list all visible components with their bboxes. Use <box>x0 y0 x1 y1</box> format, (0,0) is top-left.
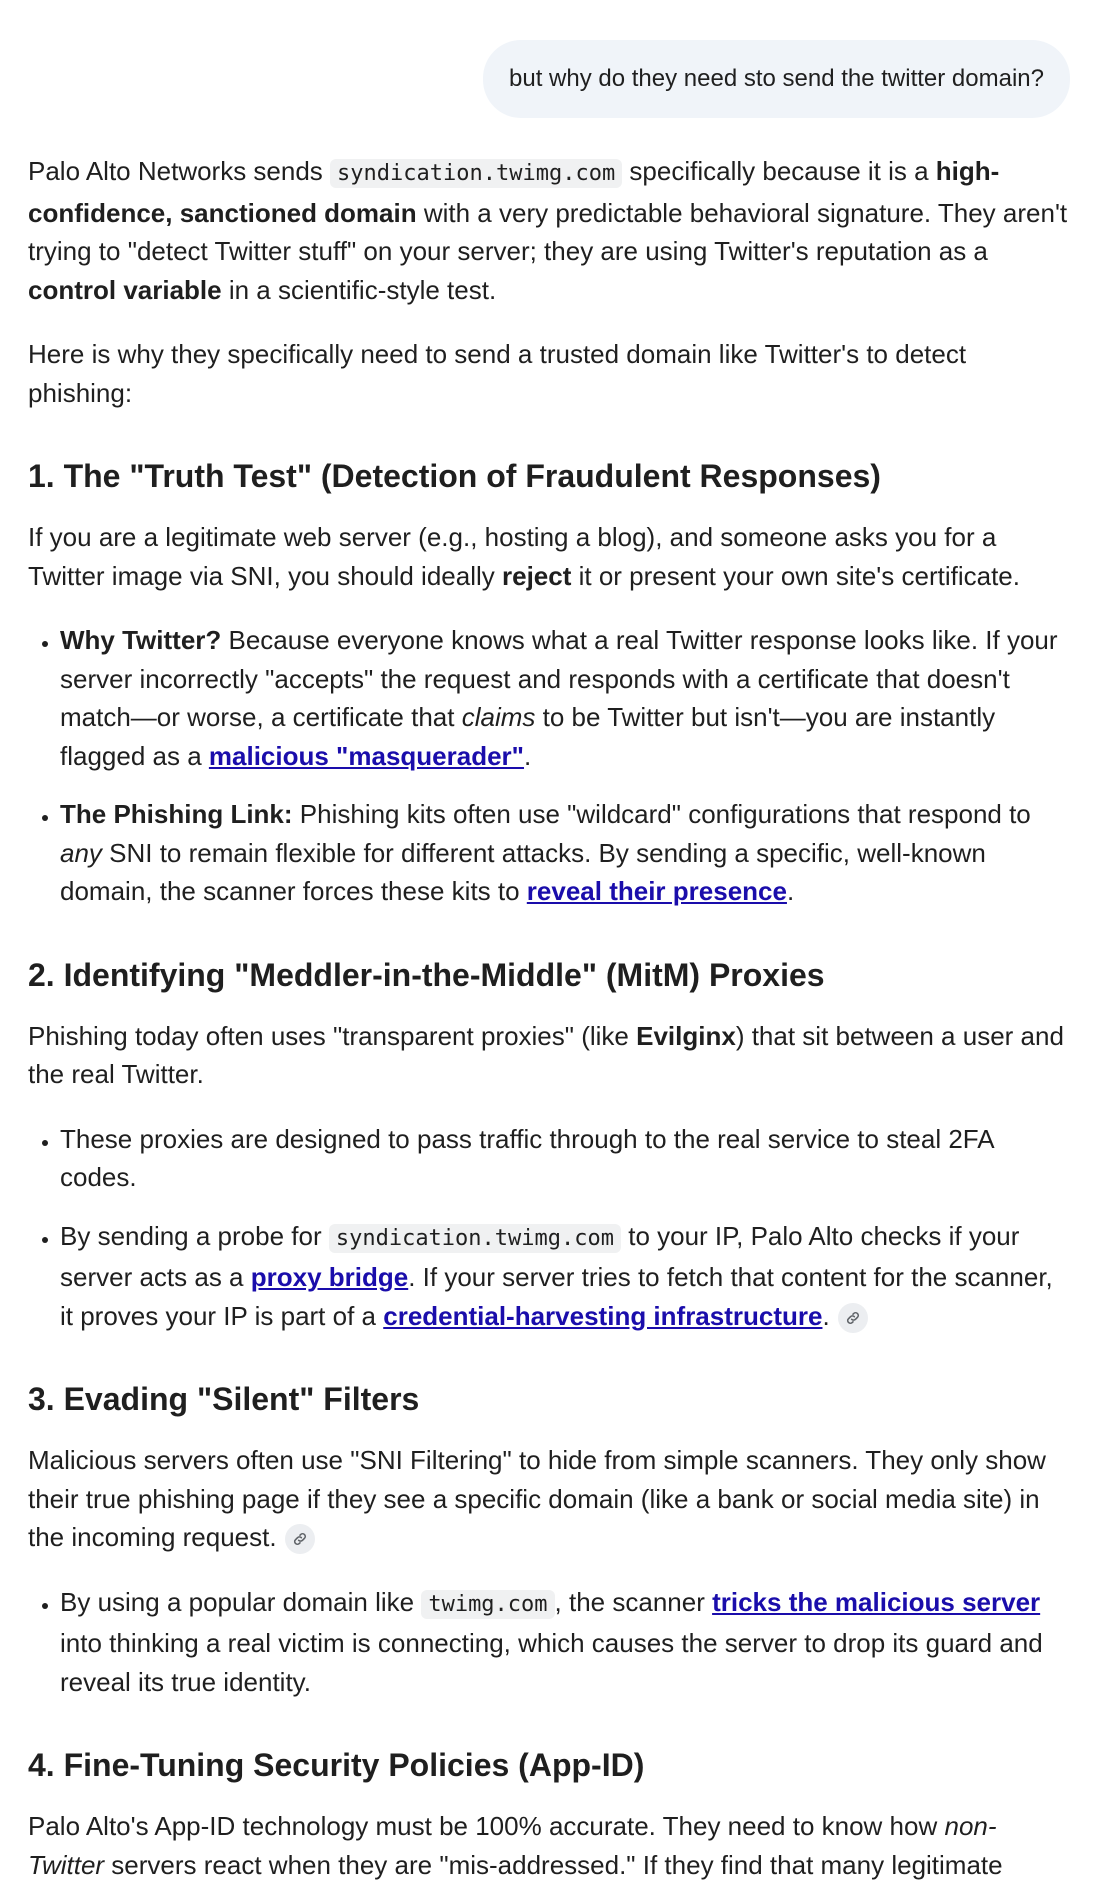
section-paragraph: Palo Alto's App-ID technology must be 100% accurate. They need to know how non-Twitter servers react when they are "mis-addressed." If they find that many legitimate <box>28 1811 1003 1880</box>
section-paragraph: Phishing today often uses "transparent proxies" (like Evilginx) that sit between a user and the real Twitter. <box>28 1020 1064 1089</box>
bullet-list <box>28 621 1068 911</box>
link-reveal-their-presence[interactable]: reveal their presence <box>526 876 787 906</box>
source-link-chip[interactable] <box>285 1524 315 1554</box>
user-message-bubble: but why do they need sto send the twitter domain? <box>483 40 1070 118</box>
bullet-list <box>28 1120 1068 1336</box>
link-credential-harvesting[interactable]: credential-harvesting infrastructure <box>383 1300 823 1331</box>
link-icon <box>292 1531 308 1547</box>
inline-code: syndication.twimg.com <box>330 159 622 188</box>
inline-code: twimg.com <box>421 1590 554 1619</box>
section-heading: 1. The "Truth Test" (Detection of Fraudulent Responses) <box>28 458 881 494</box>
link-icon <box>845 1310 861 1326</box>
list-item: • Why Twitter? Because everyone knows what a real Twitter response looks like. If your server incorrectly "accepts" the request and responds with a certificate that doesn't match—or worse, a certificate that claims to be Twitter but isn't—you are instantly flagged as a malicious "masquerader". <box>60 621 1068 775</box>
section-heading: 2. Identifying "Meddler-in-the-Middle" (MitM) Proxies <box>28 956 825 993</box>
list-item: • These proxies are designed to pass traffic through to the real service to steal 2FA codes. <box>60 1120 1068 1197</box>
list-item: • By sending a probe for syndication.twimg.com to your IP, Palo Alto checks if your server acts as a proxy bridge. If your server tries to fetch that content for the scanner, it proves your IP is part of a credential-harvesting infrastructure. <box>60 1217 1068 1336</box>
source-link-chip[interactable] <box>838 1303 868 1333</box>
intro-paragraph: Palo Alto Networks sends syndication.twimg.com specifically because it is a high-confidence, sanctioned domain with a very predictable behavioral signature. They aren't trying to "detect Twitter stuff" on your server; they are using Twitter's reputation as a control variable in a scientific-style test. <box>28 156 1068 305</box>
section-heading: 4. Fine-Tuning Security Policies (App-ID) <box>28 1747 645 1783</box>
section-paragraph: Malicious servers often use "SNI Filtering" to hide from simple scanners. They only show their true phishing page if they see a specific domain (like a bank or social media site) in the incoming request. <box>28 1441 1068 1557</box>
link-malicious-masquerader[interactable]: malicious "masquerader" <box>208 740 525 771</box>
link-proxy-bridge[interactable]: proxy bridge <box>250 1262 409 1292</box>
intro-paragraph-2: Here is why they specifically need to send a trusted domain like Twitter's to detect phishing: <box>28 339 967 408</box>
section-paragraph: If you are a legitimate web server (e.g., hosting a blog), and someone asks you for a Twitter image via SNI, you should ideally reject it or present your own site's certificate. <box>28 522 1020 591</box>
list-item: • The Phishing Link: Phishing kits often use "wildcard" configurations that respond to any SNI to remain flexible for different attacks. By sending a specific, well-known domain, the scanner forces these kits to reveal their presence. <box>60 795 1068 911</box>
bullet-list <box>28 1583 1068 1702</box>
link-tricks-malicious-server[interactable]: tricks the malicious server <box>712 1586 1041 1617</box>
assistant-response <box>28 152 1068 1890</box>
section-heading: 3. Evading "Silent" Filters <box>28 1381 420 1417</box>
list-item: • By using a popular domain like twimg.com , the scanner tricks the malicious server into thinking a real victim is connecting, which causes the server to drop its guard and reveal its true identity. <box>60 1583 1068 1702</box>
inline-code: syndication.twimg.com <box>329 1224 621 1253</box>
